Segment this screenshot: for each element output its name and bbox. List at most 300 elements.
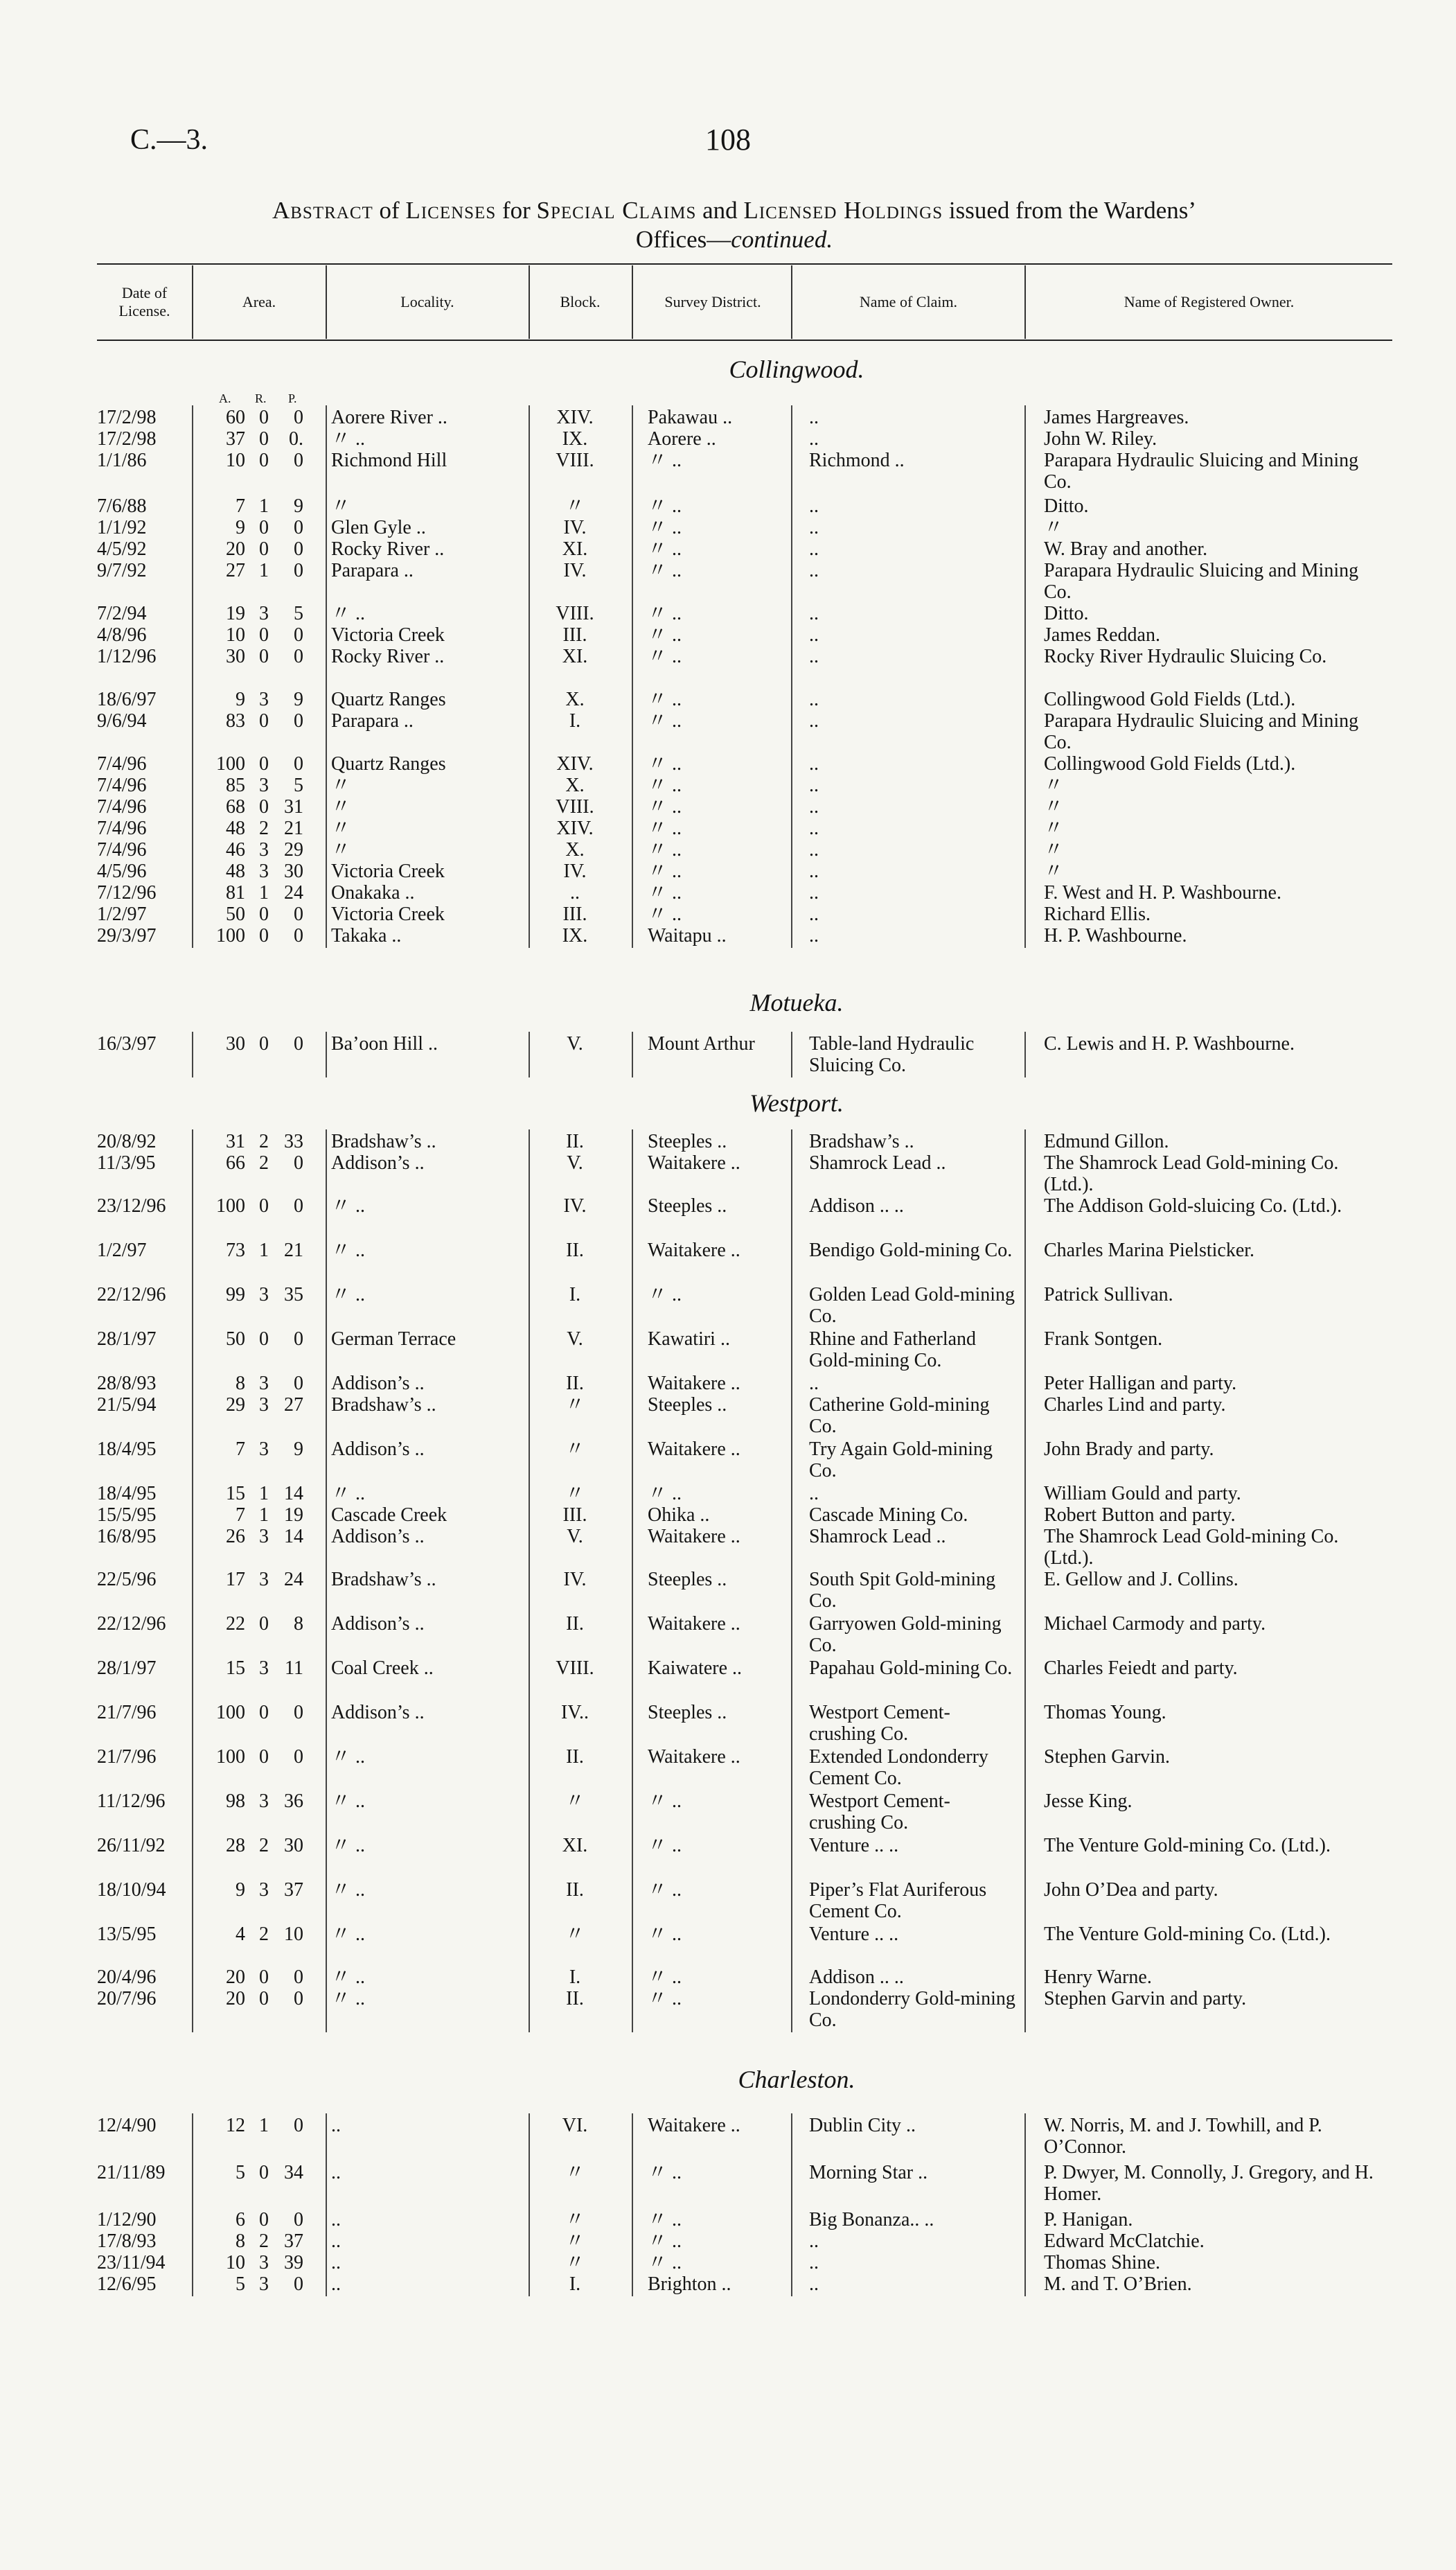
- license-date: 18/4/95: [97, 1483, 157, 1504]
- area-roods: 3: [259, 775, 269, 796]
- license-date: 22/12/96: [97, 1284, 166, 1305]
- license-date: 18/4/95: [97, 1438, 157, 1460]
- block: I.: [569, 2273, 581, 2295]
- area-roods: 0: [259, 1613, 269, 1635]
- column-divider: [529, 2113, 530, 2296]
- block: V.: [567, 1033, 583, 1055]
- license-date: 17/8/93: [97, 2230, 157, 2252]
- survey-district: 〃 ..: [648, 538, 682, 560]
- area-roods: 0: [259, 538, 269, 560]
- area-perches: 0: [294, 624, 303, 646]
- locality: Rocky River ..: [331, 538, 445, 560]
- claim-name: ..: [809, 407, 819, 428]
- block: IV.: [563, 560, 587, 581]
- area-acres: 9: [236, 517, 245, 538]
- registered-owner: Parapara Hydraulic Sluicing and Mining Co.: [1044, 710, 1359, 753]
- column-divider: [791, 405, 792, 948]
- claim-name: Westport Cement-crushing Co.: [809, 1702, 950, 1745]
- claim-name: Bendigo Gold-mining Co.: [809, 1240, 1013, 1261]
- area-perches: 30: [284, 1835, 303, 1856]
- locality: Victoria Creek: [331, 861, 445, 882]
- area-perches: 19: [284, 1504, 303, 1526]
- license-date: 4/5/96: [97, 861, 147, 882]
- area-perches: 0: [294, 2209, 303, 2230]
- area-acres: 100: [216, 1195, 245, 1217]
- registered-owner: 〃: [1044, 818, 1064, 839]
- block: II.: [566, 1373, 584, 1394]
- claim-name: ..: [809, 904, 819, 925]
- registered-owner: P. Hanigan.: [1044, 2209, 1133, 2230]
- title-word: Licensed Holdings: [743, 197, 943, 224]
- registered-owner: Michael Carmody and party.: [1044, 1613, 1266, 1635]
- claim-name: ..: [809, 2230, 819, 2252]
- column-header-owner: Name of Registered Owner.: [1124, 293, 1295, 310]
- area-perches: 0: [294, 2115, 303, 2136]
- area-acres: 50: [226, 1328, 245, 1350]
- block: I.: [569, 710, 581, 732]
- claim-name: ..: [809, 753, 819, 775]
- area-acres: 15: [226, 1483, 245, 1504]
- area-perches: 5: [294, 775, 303, 796]
- registered-owner: Charles Feiedt and party.: [1044, 1657, 1238, 1679]
- claim-name: ..: [809, 882, 819, 904]
- block: X.: [565, 775, 585, 796]
- table-title: [83, 196, 1385, 225]
- area-acres: 7: [236, 1504, 245, 1526]
- area-roods: 3: [259, 603, 269, 624]
- block: IX.: [562, 428, 588, 450]
- license-date: 23/11/94: [97, 2252, 166, 2273]
- claim-name: Addison .. ..: [809, 1195, 904, 1217]
- license-date: 21/7/96: [97, 1702, 157, 1723]
- survey-district: Waitakere ..: [648, 1152, 740, 1174]
- claim-name: ..: [809, 925, 819, 947]
- block: XI.: [562, 1835, 588, 1856]
- block: IV.: [563, 1195, 587, 1217]
- survey-district: 〃 ..: [648, 904, 682, 925]
- survey-district: Waitakere ..: [648, 1373, 740, 1394]
- locality: 〃 ..: [331, 1195, 366, 1217]
- registered-owner: Stephen Garvin and party.: [1044, 1988, 1247, 2009]
- claim-name: Rhine and Fatherland Gold-mining Co.: [809, 1328, 977, 1371]
- area-perches: 33: [284, 1131, 303, 1152]
- area-perches: 0: [294, 925, 303, 947]
- area-acres: 46: [226, 839, 245, 861]
- locality: 〃: [331, 775, 351, 796]
- area-roods: 0: [259, 925, 269, 947]
- license-date: 15/5/95: [97, 1504, 157, 1526]
- survey-district: 〃 ..: [648, 495, 682, 517]
- claim-name: Catherine Gold-mining Co.: [809, 1394, 990, 1437]
- area-roods: 3: [259, 1657, 269, 1679]
- claim-name: Venture .. ..: [809, 1924, 899, 1945]
- license-date: 20/4/96: [97, 1966, 157, 1988]
- registered-owner: Henry Warne.: [1044, 1966, 1152, 1988]
- area-roods: 0: [259, 1328, 269, 1350]
- claim-name: Bradshaw’s ..: [809, 1131, 914, 1152]
- area-roods: 0: [259, 753, 269, 775]
- area-perches: 0: [294, 517, 303, 538]
- table-title-continued: [83, 225, 1385, 254]
- license-date: 22/12/96: [97, 1613, 166, 1635]
- title-word: Offices—: [635, 226, 731, 253]
- locality: 〃 ..: [331, 1284, 366, 1305]
- area-acres: 30: [226, 646, 245, 667]
- block: II.: [566, 1988, 584, 2009]
- survey-district: 〃 ..: [648, 1790, 682, 1812]
- area-roods: 3: [259, 1284, 269, 1305]
- registered-owner: Frank Sontgen.: [1044, 1328, 1163, 1350]
- area-perches: 27: [284, 1394, 303, 1416]
- area-acres: 7: [236, 495, 245, 517]
- area-perches: 14: [284, 1526, 303, 1547]
- claim-name: Big Bonanza.. ..: [809, 2209, 934, 2230]
- area-roods: 2: [259, 1835, 269, 1856]
- area-acres: 81: [226, 882, 245, 904]
- registered-owner: Richard Ellis.: [1044, 904, 1151, 925]
- locality: Glen Gyle ..: [331, 517, 426, 538]
- block: VIII.: [556, 450, 594, 471]
- license-date: 28/1/97: [97, 1657, 157, 1679]
- claim-name: ..: [809, 624, 819, 646]
- claim-name: Piper’s Flat Auriferous Cement Co.: [809, 1879, 987, 1922]
- area-perches: 24: [284, 882, 303, 904]
- area-roods: 3: [259, 1438, 269, 1460]
- area-acres: 19: [226, 603, 245, 624]
- column-divider: [326, 2113, 327, 2296]
- registered-owner: Ditto.: [1044, 603, 1089, 624]
- area-acres: 12: [226, 2115, 245, 2136]
- area-perches: 0: [294, 1033, 303, 1055]
- registered-owner: Ditto.: [1044, 495, 1089, 517]
- block: IV.: [563, 517, 587, 538]
- registered-owner: M. and T. O’Brien.: [1044, 2273, 1192, 2295]
- claim-name: Addison .. ..: [809, 1966, 904, 1988]
- area-perches: 9: [294, 495, 303, 517]
- block: XIV.: [556, 753, 594, 775]
- registered-owner: Stephen Garvin.: [1044, 1746, 1170, 1768]
- area-acres: 48: [226, 818, 245, 839]
- locality: ..: [331, 2115, 341, 2136]
- block: 〃: [565, 495, 585, 517]
- area-perches: 5: [294, 603, 303, 624]
- area-perches: 0: [294, 560, 303, 581]
- block: II.: [566, 1613, 584, 1635]
- area-perches: 0.: [289, 428, 303, 450]
- survey-district: 〃 ..: [648, 2162, 682, 2183]
- survey-district: Mount Arthur: [648, 1033, 755, 1055]
- license-date: 7/2/94: [97, 603, 147, 624]
- license-date: 29/3/97: [97, 925, 157, 947]
- locality: Addison’s ..: [331, 1702, 425, 1723]
- area-roods: 3: [259, 1879, 269, 1901]
- area-perches: 29: [284, 839, 303, 861]
- area-roods: 3: [259, 1526, 269, 1547]
- area-perches: 36: [284, 1790, 303, 1812]
- title-word: Licenses: [405, 197, 497, 224]
- column-divider: [791, 1129, 792, 2032]
- claim-name: ..: [809, 839, 819, 861]
- column-header-area: Area.: [242, 293, 276, 310]
- claim-name: ..: [809, 560, 819, 581]
- survey-district: 〃 ..: [648, 1924, 682, 1945]
- block: IV.: [563, 1569, 587, 1590]
- registered-owner: James Hargreaves.: [1044, 407, 1189, 428]
- locality: 〃 ..: [331, 1966, 366, 1988]
- locality: Bradshaw’s ..: [331, 1394, 436, 1416]
- locality: Victoria Creek: [331, 904, 445, 925]
- column-divider: [791, 1032, 792, 1077]
- survey-district: Brighton ..: [648, 2273, 731, 2295]
- area-acres: 31: [226, 1131, 245, 1152]
- claim-name: South Spit Gold-mining Co.: [809, 1569, 996, 1612]
- locality: Victoria Creek: [331, 624, 445, 646]
- area-perches: 0: [294, 1195, 303, 1217]
- area-acres: 99: [226, 1284, 245, 1305]
- area-perches: 31: [284, 796, 303, 818]
- column-divider: [632, 2113, 633, 2296]
- document-code: C.—3.: [130, 124, 208, 156]
- locality: Parapara ..: [331, 710, 414, 732]
- locality: ..: [331, 2230, 341, 2252]
- survey-district: 〃 ..: [648, 450, 682, 471]
- area-perches: 0: [294, 1746, 303, 1768]
- block: V.: [567, 1152, 583, 1174]
- claim-name: ..: [809, 861, 819, 882]
- column-divider: [529, 1129, 530, 2032]
- block: 〃: [565, 2209, 585, 2230]
- claim-name: Venture .. ..: [809, 1835, 899, 1856]
- license-date: 26/11/92: [97, 1835, 166, 1856]
- column-divider: [326, 1129, 327, 2032]
- survey-district: 〃 ..: [648, 753, 682, 775]
- column-divider: [326, 405, 327, 948]
- license-date: 11/3/95: [97, 1152, 156, 1174]
- registered-owner: James Reddan.: [1044, 624, 1160, 646]
- claim-name: ..: [809, 689, 819, 710]
- block: VI.: [562, 2115, 588, 2136]
- survey-district: 〃 ..: [648, 2209, 682, 2230]
- survey-district: 〃 ..: [648, 1483, 682, 1504]
- license-date: 7/4/96: [97, 796, 147, 818]
- section-heading: Westport.: [749, 1089, 844, 1117]
- survey-district: 〃 ..: [648, 882, 682, 904]
- locality: Takaka ..: [331, 925, 402, 947]
- locality: 〃 ..: [331, 1483, 366, 1504]
- column-divider: [192, 405, 193, 948]
- survey-district: 〃 ..: [648, 517, 682, 538]
- locality: 〃: [331, 839, 351, 861]
- license-date: 9/7/92: [97, 560, 147, 581]
- claim-name: ..: [809, 1483, 819, 1504]
- survey-district: 〃 ..: [648, 775, 682, 796]
- area-acres: 26: [226, 1526, 245, 1547]
- area-roods: 0: [259, 407, 269, 428]
- block: VIII.: [556, 603, 594, 624]
- license-date: 28/1/97: [97, 1328, 157, 1350]
- area-roods: 0: [259, 450, 269, 471]
- area-perches: 9: [294, 1438, 303, 1460]
- registered-owner: Thomas Shine.: [1044, 2252, 1160, 2273]
- column-header-locality: Locality.: [400, 293, 454, 310]
- locality: ..: [331, 2209, 341, 2230]
- claim-name: Shamrock Lead ..: [809, 1152, 946, 1174]
- locality: Richmond Hill: [331, 450, 447, 471]
- survey-district: Steeples ..: [648, 1569, 727, 1590]
- survey-district: 〃 ..: [648, 796, 682, 818]
- area-perches: 0: [294, 407, 303, 428]
- area-acres: 85: [226, 775, 245, 796]
- license-date: 16/3/97: [97, 1033, 157, 1055]
- block: VIII.: [556, 796, 594, 818]
- claim-name: ..: [809, 538, 819, 560]
- area-acres: 68: [226, 796, 245, 818]
- block: X.: [565, 689, 585, 710]
- area-roods: 0: [259, 710, 269, 732]
- survey-district: Waitakere ..: [648, 1746, 740, 1768]
- area-acres: 5: [236, 2162, 245, 2183]
- area-perches: 39: [284, 2252, 303, 2273]
- license-date: 13/5/95: [97, 1924, 157, 1945]
- area-roods: 2: [259, 818, 269, 839]
- area-perches: 14: [284, 1483, 303, 1504]
- block: III.: [562, 904, 587, 925]
- license-date: 20/8/92: [97, 1131, 157, 1152]
- survey-district: 〃 ..: [648, 1988, 682, 2009]
- area-acres: 6: [236, 2209, 245, 2230]
- block: XI.: [562, 538, 588, 560]
- registered-owner: The Shamrock Lead Gold-mining Co. (Ltd.).: [1044, 1526, 1339, 1569]
- area-roods: 3: [259, 2273, 269, 2295]
- block: IV..: [561, 1702, 589, 1723]
- area-roods: 0: [259, 1702, 269, 1723]
- license-date: 1/1/86: [97, 450, 147, 471]
- license-date: 21/7/96: [97, 1746, 157, 1768]
- area-unit-perches: P.: [288, 391, 297, 405]
- area-roods: 3: [259, 1569, 269, 1590]
- survey-district: Steeples ..: [648, 1702, 727, 1723]
- survey-district: Waitapu ..: [648, 925, 727, 947]
- block: XIV.: [556, 407, 594, 428]
- claim-name: Golden Lead Gold-mining Co.: [809, 1284, 1015, 1327]
- area-roods: 1: [259, 495, 269, 517]
- locality: 〃 ..: [331, 1790, 366, 1812]
- area-acres: 8: [236, 1373, 245, 1394]
- area-acres: 10: [226, 624, 245, 646]
- survey-district: 〃 ..: [648, 603, 682, 624]
- area-acres: 37: [226, 428, 245, 450]
- registered-owner: 〃: [1044, 775, 1064, 796]
- license-date: 7/4/96: [97, 839, 147, 861]
- area-acres: 100: [216, 925, 245, 947]
- registered-owner: 〃: [1044, 796, 1064, 818]
- area-roods: 1: [259, 1483, 269, 1504]
- area-acres: 100: [216, 753, 245, 775]
- title-word: of: [379, 197, 400, 224]
- block: 〃: [565, 1394, 585, 1416]
- area-perches: 0: [294, 753, 303, 775]
- block: 〃: [565, 2162, 585, 2183]
- survey-district: 〃 ..: [648, 1966, 682, 1988]
- area-perches: 0: [294, 1966, 303, 1988]
- area-acres: 15: [226, 1657, 245, 1679]
- area-roods: 3: [259, 861, 269, 882]
- claim-name: Extended Londonderry Cement Co.: [809, 1746, 988, 1789]
- claim-name: ..: [809, 603, 819, 624]
- locality: 〃 ..: [331, 603, 366, 624]
- locality: Addison’s ..: [331, 1152, 425, 1174]
- area-acres: 10: [226, 2252, 245, 2273]
- claim-name: ..: [809, 2252, 819, 2273]
- area-perches: 37: [284, 2230, 303, 2252]
- block: V.: [567, 1526, 583, 1547]
- registered-owner: 〃: [1044, 839, 1064, 861]
- claim-name: ..: [809, 646, 819, 667]
- table-header: [97, 265, 1392, 339]
- claim-name: Table-land Hydraulic Sluicing Co.: [809, 1033, 975, 1076]
- block: 〃: [565, 1790, 585, 1812]
- column-header-block: Block.: [560, 293, 601, 310]
- license-date: 7/6/88: [97, 495, 147, 517]
- registered-owner: Edmund Gillon.: [1044, 1131, 1169, 1152]
- license-date: 7/4/96: [97, 818, 147, 839]
- area-perches: 0: [294, 538, 303, 560]
- area-roods: 2: [259, 1131, 269, 1152]
- license-date: 1/2/97: [97, 904, 147, 925]
- survey-district: 〃 ..: [648, 2230, 682, 2252]
- license-date: 16/8/95: [97, 1526, 157, 1547]
- registered-owner: Jesse King.: [1044, 1790, 1133, 1812]
- title-word: and: [702, 197, 738, 224]
- block: III.: [562, 1504, 587, 1526]
- license-date: 9/6/94: [97, 710, 147, 732]
- license-date: 1/12/96: [97, 646, 157, 667]
- survey-district: 〃 ..: [648, 1284, 682, 1305]
- license-date: 21/11/89: [97, 2162, 166, 2183]
- block: V.: [567, 1328, 583, 1350]
- claim-name: ..: [809, 1373, 819, 1394]
- area-roods: 0: [259, 904, 269, 925]
- area-acres: 5: [236, 2273, 245, 2295]
- locality: Quartz Ranges: [331, 753, 446, 775]
- area-roods: 0: [259, 1195, 269, 1217]
- title-word: Abstract: [272, 197, 373, 224]
- survey-district: Steeples ..: [648, 1131, 727, 1152]
- registered-owner: E. Gellow and J. Collins.: [1044, 1569, 1239, 1590]
- area-roods: 2: [259, 1152, 269, 1174]
- license-date: 22/5/96: [97, 1569, 157, 1590]
- registered-owner: John O’Dea and party.: [1044, 1879, 1218, 1901]
- page-number: 108: [705, 123, 751, 157]
- area-perches: 0: [294, 1373, 303, 1394]
- registered-owner: Robert Button and party.: [1044, 1504, 1236, 1526]
- claim-name: Westport Cement-crushing Co.: [809, 1790, 950, 1833]
- license-date: 12/4/90: [97, 2115, 157, 2136]
- area-roods: 1: [259, 2115, 269, 2136]
- registered-owner: The Venture Gold-mining Co. (Ltd.).: [1044, 1924, 1331, 1945]
- block: XIV.: [556, 818, 594, 839]
- locality: Rocky River ..: [331, 646, 445, 667]
- area-acres: 22: [226, 1613, 245, 1635]
- license-date: 7/4/96: [97, 775, 147, 796]
- area-perches: 0: [294, 2273, 303, 2295]
- area-acres: 83: [226, 710, 245, 732]
- locality: 〃 ..: [331, 1879, 366, 1901]
- license-date: 4/5/92: [97, 538, 147, 560]
- locality: ..: [331, 2252, 341, 2273]
- title-word: continued.: [731, 226, 833, 253]
- locality: ..: [331, 2162, 341, 2183]
